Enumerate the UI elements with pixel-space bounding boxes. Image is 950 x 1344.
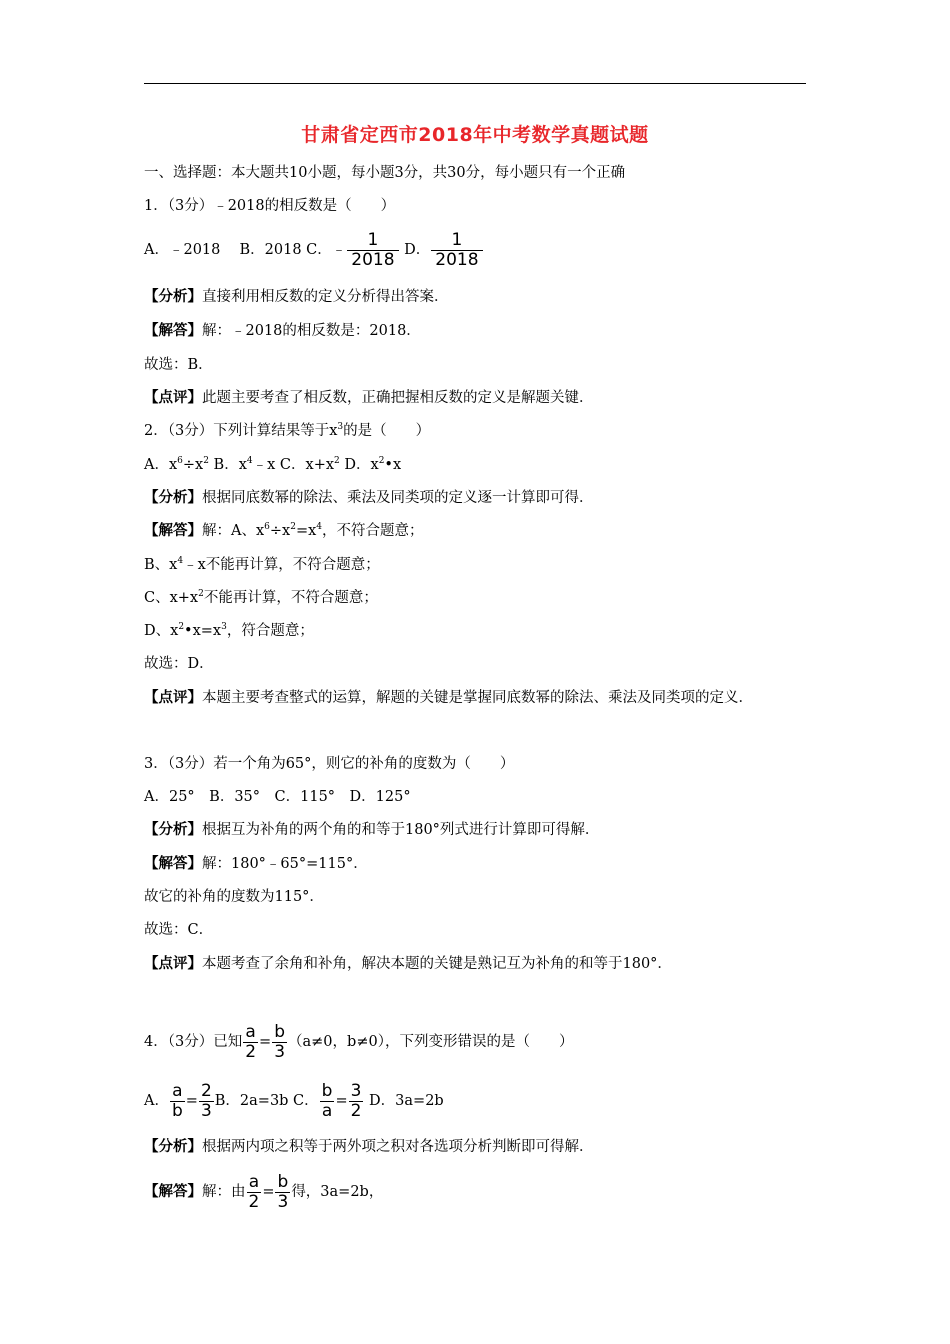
header-rule xyxy=(144,83,806,84)
q1-answer: 【解答】解：﹣2018的相反数是：2018． xyxy=(144,322,421,339)
q2-answer-c: C、$x+x^2$不能再计算，不符合题意； xyxy=(144,589,378,606)
q1-options-ab: A．﹣2018 B．2018 C． xyxy=(144,242,332,258)
q1-option-d-label: D． xyxy=(404,242,431,258)
q3-extra: 故它的补角的度数为115°． xyxy=(144,889,324,905)
q4-answer-fraction-b3: $\frac{b}{3}$ xyxy=(277,1171,289,1212)
q4-fraction-b3: $\frac{b}{3}$ xyxy=(274,1021,286,1062)
q3-options: A．25° B．35° C．115° D．125° xyxy=(144,789,411,805)
q3-choice: 故选：C． xyxy=(144,922,214,938)
q4-fraction-32: $\frac{3}{2}$ xyxy=(350,1080,362,1121)
q1-stem: 1．（3分）﹣2018的相反数是（ ） xyxy=(144,198,396,214)
q1-analysis: 【分析】直接利用相反数的定义分析得出答案． xyxy=(144,288,449,305)
q1-fraction-c: $\frac{1}{2018}$ xyxy=(347,231,398,270)
q4-fraction-a2: $\frac{a}{2}$ xyxy=(245,1021,257,1062)
q4-fraction-ab: $\frac{a}{b}$ xyxy=(171,1080,183,1121)
q4-answer-fraction-a2: $\frac{a}{2}$ xyxy=(248,1171,260,1212)
q3-stem: 3．（3分）若一个角为65°，则它的补角的度数为（ ） xyxy=(144,756,515,772)
q1-review: 【点评】此题主要考查了相反数，正确把握相反数的定义是解题关键． xyxy=(144,389,594,406)
q1-options xyxy=(144,230,484,270)
page-title: 甘肃省定西市2018年中考数学真题试题 xyxy=(301,124,649,146)
q3-answer: 【解答】解：180°﹣65°=115°． xyxy=(144,855,368,872)
q4-analysis: 【分析】根据两内项之积等于两外项之积对各选项分析判断即可得解． xyxy=(144,1138,594,1155)
q2-stem: 2．（3分）下列计算结果等于$x^3$的是（ ） xyxy=(144,422,431,439)
q4-answer: 【解答】解：由 $\frac{a}{2}$ = $\frac{b}{3}$ 得，3a=2b， xyxy=(144,1171,384,1212)
q3-review: 【点评】本题考查了余角和补角，解决本题的关键是熟记互为补角的和等于180°． xyxy=(144,955,672,972)
q4-options: A． $\frac{a}{b}$ = $\frac{2}{3}$ B．2a=3b C． $\frac{b}{a}$ = $\frac{3}{2}$ D．3a=2b xyxy=(144,1080,444,1121)
q3-analysis: 【分析】根据互为补角的两个角的和等于180°列式进行计算即可得解． xyxy=(144,821,600,838)
q2-options: A．$x^6\div x^2$ B．$x^4﹣x$ C．$x+x^2$ D．$x^2•x$ xyxy=(144,456,402,473)
q2-answer-a: 【解答】解：A、$x^6\div x^2=x^4$，不符合题意； xyxy=(144,522,424,539)
q4-stem: 4．（3分）已知 $\frac{a}{2}$ = $\frac{b}{3}$ （a≠0，b≠0），下列变形错误的是（ ） xyxy=(144,1021,574,1062)
q2-review: 【点评】本题主要考查整式的运算，解题的关键是掌握同底数幂的除法、乘法及同类项的定义． xyxy=(144,689,753,706)
q2-analysis: 【分析】根据同底数幂的除法、乘法及同类项的定义逐一计算即可得． xyxy=(144,489,594,506)
q1-fraction-d: $\frac{1}{2018}$ xyxy=(431,231,482,270)
q2-answer-b: B、$x^4﹣x$不能再计算，不符合题意； xyxy=(144,556,380,573)
q2-answer-d: D、$x^2•x=x^3$，符合题意； xyxy=(144,622,314,639)
section-intro: 一、选择题：本大题共10小题，每小题3分，共30分，每小题只有一个正确 xyxy=(144,165,626,181)
q4-fraction-ba: $\frac{b}{a}$ xyxy=(321,1080,333,1121)
q1-choice: 故选：B． xyxy=(144,357,213,373)
q4-fraction-23: $\frac{2}{3}$ xyxy=(200,1080,212,1121)
q2-choice: 故选：D． xyxy=(144,656,214,672)
minus-sign: ﹣ xyxy=(331,242,347,258)
